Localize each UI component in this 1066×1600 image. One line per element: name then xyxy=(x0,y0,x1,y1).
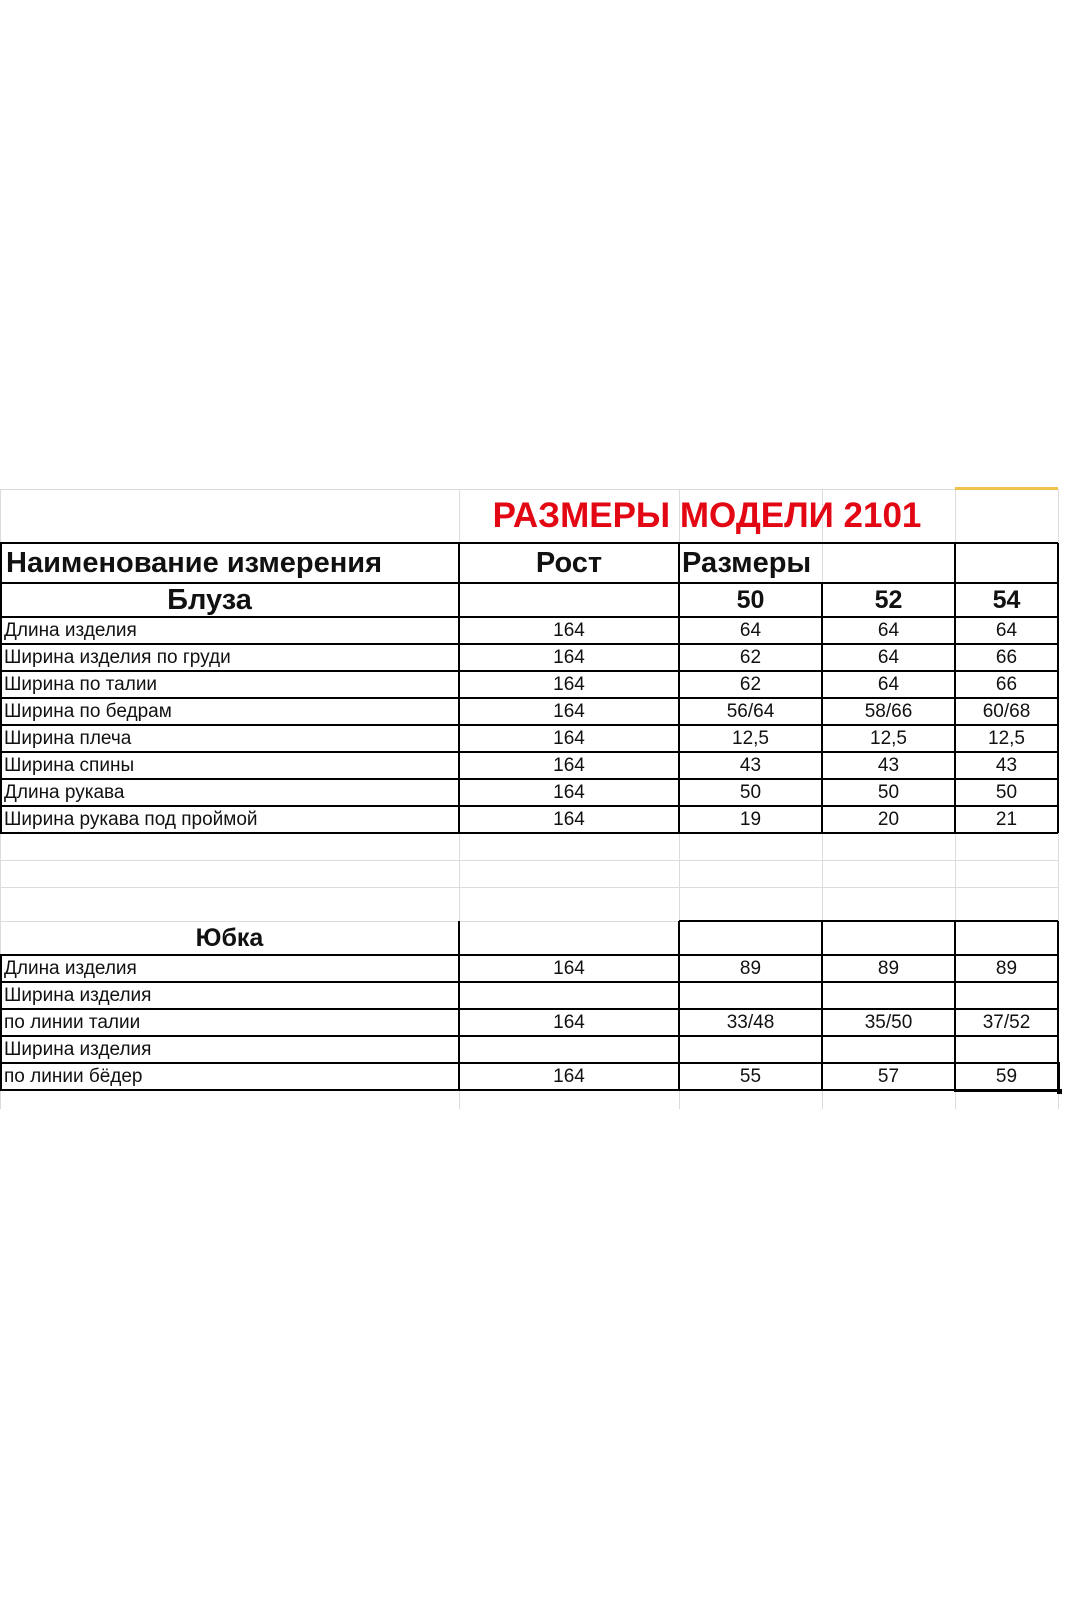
blouse-row-v50[interactable]: 62 xyxy=(739,646,762,668)
blouse-row-v52[interactable]: 20 xyxy=(877,808,900,830)
spreadsheet xyxy=(0,489,1066,1109)
skirt-row-v52[interactable]: 57 xyxy=(877,1065,900,1087)
skirt-row-v54[interactable]: 37/52 xyxy=(982,1011,1031,1033)
blouse-row-v52[interactable]: 43 xyxy=(877,754,900,776)
blouse-row-name[interactable]: Длина рукава xyxy=(4,781,125,803)
header-height[interactable]: Рост xyxy=(535,546,603,579)
fill-handle[interactable] xyxy=(1057,1089,1062,1094)
blouse-row-v54[interactable]: 66 xyxy=(995,646,1018,668)
blouse-row-height[interactable]: 164 xyxy=(553,700,585,722)
skirt-row-v50[interactable] xyxy=(679,1036,822,1063)
skirt-row-v52[interactable] xyxy=(822,982,955,1009)
skirt-row-v50[interactable]: 89 xyxy=(739,957,762,979)
skirt-row-v54[interactable]: 59 xyxy=(995,1065,1018,1087)
skirt-row-height[interactable] xyxy=(459,982,679,1009)
skirt-row-v54[interactable] xyxy=(955,1036,1058,1063)
blouse-row-v50[interactable]: 43 xyxy=(739,754,762,776)
skirt-row-v52[interactable] xyxy=(822,1036,955,1063)
blouse-row-v50[interactable]: 19 xyxy=(739,808,762,830)
blouse-row-v50[interactable]: 64 xyxy=(739,619,762,641)
skirt-row-v52[interactable]: 35/50 xyxy=(864,1011,913,1033)
blouse-row-v50[interactable]: 50 xyxy=(739,781,762,803)
blouse-row-v54[interactable]: 21 xyxy=(995,808,1018,830)
blouse-row-v54[interactable]: 60/68 xyxy=(982,700,1031,722)
header-name[interactable]: Наименование измерения xyxy=(6,546,383,579)
skirt-row-name[interactable]: Длина изделия xyxy=(4,957,137,979)
blouse-row-name[interactable]: Ширина спины xyxy=(4,754,135,776)
blouse-row-name[interactable]: Ширина рукава под проймой xyxy=(4,808,258,830)
blouse-row-height[interactable]: 164 xyxy=(553,808,585,830)
blouse-row-height[interactable]: 164 xyxy=(553,781,585,803)
skirt-row-height[interactable] xyxy=(459,1036,679,1063)
skirt-row-name[interactable]: Ширина изделия xyxy=(4,1038,152,1060)
skirt-row-v50[interactable]: 55 xyxy=(739,1065,762,1087)
skirt-row-height[interactable]: 164 xyxy=(553,1011,585,1033)
blouse-row-v50[interactable]: 56/64 xyxy=(726,700,775,722)
selected-cell[interactable] xyxy=(954,1062,1060,1092)
grid-row-line xyxy=(0,887,1058,888)
skirt-row-v52[interactable]: 89 xyxy=(877,957,900,979)
blouse-row-height[interactable]: 164 xyxy=(553,673,585,695)
blouse-row-height[interactable]: 164 xyxy=(553,754,585,776)
blouse-row-v52[interactable]: 64 xyxy=(877,673,900,695)
blouse-row-name[interactable]: Ширина изделия по груди xyxy=(4,646,231,668)
header-sizes[interactable]: Размеры xyxy=(682,546,812,579)
blouse-row-name[interactable]: Ширина плеча xyxy=(4,727,132,749)
blouse-row-v52[interactable]: 50 xyxy=(877,781,900,803)
blouse-row-name[interactable]: Ширина по бедрам xyxy=(4,700,172,722)
blouse-row-v54[interactable]: 43 xyxy=(995,754,1018,776)
skirt-label[interactable]: Юбка xyxy=(195,923,264,952)
blouse-row-v50[interactable]: 12,5 xyxy=(732,727,769,749)
blouse-row-v52[interactable]: 64 xyxy=(877,646,900,668)
skirt-row-height[interactable]: 164 xyxy=(553,1065,585,1087)
size-header-50[interactable]: 50 xyxy=(736,585,765,614)
skirt-row-v50[interactable]: 33/48 xyxy=(726,1011,775,1033)
blouse-row-v52[interactable]: 12,5 xyxy=(870,727,907,749)
column-highlight xyxy=(955,487,1058,490)
cell-border xyxy=(679,920,1058,922)
skirt-row-name[interactable]: по линии талии xyxy=(4,1011,141,1033)
blouse-row-v52[interactable]: 58/66 xyxy=(864,700,913,722)
blouse-label[interactable]: Блуза xyxy=(167,583,252,616)
blouse-row-v54[interactable]: 50 xyxy=(995,781,1018,803)
skirt-row-v50[interactable] xyxy=(679,982,822,1009)
skirt-row-name[interactable]: по линии бёдер xyxy=(4,1065,143,1087)
blouse-row-v54[interactable]: 12,5 xyxy=(988,727,1025,749)
skirt-row-name[interactable]: Ширина изделия xyxy=(4,984,152,1006)
blouse-row-height[interactable]: 164 xyxy=(553,619,585,641)
size-header-52[interactable]: 52 xyxy=(874,585,903,614)
blouse-row-v50[interactable]: 62 xyxy=(739,673,762,695)
grid-row-line xyxy=(0,860,1058,861)
skirt-row-height[interactable]: 164 xyxy=(553,957,585,979)
blouse-row-height[interactable]: 164 xyxy=(553,646,585,668)
blouse-row-name[interactable]: Длина изделия xyxy=(4,619,137,641)
blouse-row-v54[interactable]: 66 xyxy=(995,673,1018,695)
blouse-row-v54[interactable]: 64 xyxy=(995,619,1018,641)
blouse-row-height[interactable]: 164 xyxy=(553,727,585,749)
skirt-row-v54[interactable] xyxy=(955,982,1058,1009)
blouse-row-v52[interactable]: 64 xyxy=(877,619,900,641)
size-header-54[interactable]: 54 xyxy=(992,585,1021,614)
blouse-row-name[interactable]: Ширина по талии xyxy=(4,673,158,695)
skirt-row-v54[interactable]: 89 xyxy=(995,957,1018,979)
sheet-title[interactable]: РАЗМЕРЫ МОДЕЛИ 2101 xyxy=(492,496,922,535)
